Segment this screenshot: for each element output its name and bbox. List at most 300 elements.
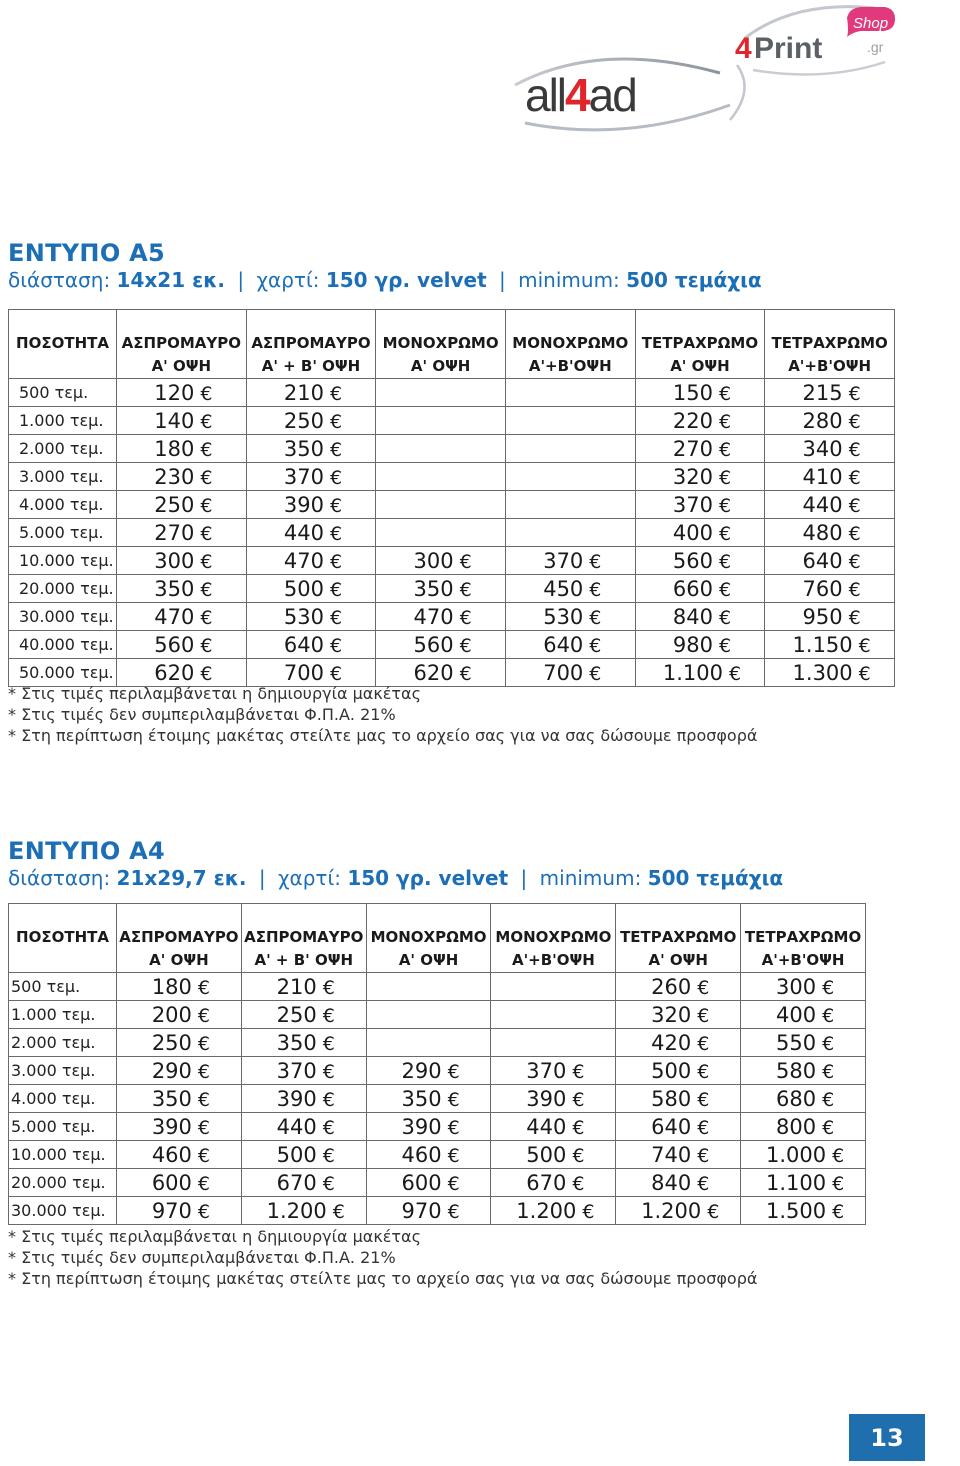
euro-icon: € [589, 634, 602, 657]
header-cell: ΜΟΝΟΧΡΩΜΟ Α'+Β'ΟΨΗ [491, 904, 616, 973]
a5-subtitle [8, 268, 762, 292]
price-value: 270 [154, 520, 195, 545]
price-cell [505, 631, 635, 659]
header-cell: ΤΕΤΡΑΧΡΩΜΟ Α' ΟΨΗ [616, 904, 741, 973]
euro-icon: € [197, 1032, 210, 1055]
euro-icon: € [589, 550, 602, 573]
header-cell: ΤΕΤΡΑΧΡΩΜΟ Α'+Β'ΟΨΗ [741, 904, 866, 973]
price-cell [117, 575, 247, 603]
quantity-cell: 4.000 τεμ. [9, 1085, 117, 1113]
price-cell [241, 1085, 366, 1113]
euro-icon: € [589, 606, 602, 629]
table-row [9, 435, 895, 463]
price-value: 250 [283, 408, 324, 433]
price-value: 470 [154, 604, 195, 629]
price-value: 250 [276, 1002, 317, 1027]
price-cell [635, 463, 765, 491]
price-value: 440 [802, 492, 843, 517]
price-cell [117, 1029, 242, 1057]
euro-icon: € [697, 1004, 710, 1027]
euro-icon: € [848, 522, 861, 545]
euro-icon: € [848, 494, 861, 517]
price-value: 440 [283, 520, 324, 545]
price-value: 1.100 [662, 660, 723, 685]
price-value: 1.200 [266, 1198, 327, 1223]
price-cell [635, 631, 765, 659]
price-value: 670 [276, 1170, 317, 1195]
euro-icon: € [848, 438, 861, 461]
table-row [9, 631, 895, 659]
quantity-cell: 5.000 τεμ. [9, 1113, 117, 1141]
price-cell [376, 463, 506, 491]
header-cell: ΑΣΠΡΟΜΑΥΡΟ Α' + Β' ΟΨΗ [241, 904, 366, 973]
price-value: 840 [672, 604, 713, 629]
price-cell [491, 1085, 616, 1113]
price-cell [491, 1197, 616, 1225]
euro-icon: € [697, 1032, 710, 1055]
price-value: 400 [672, 520, 713, 545]
euro-icon: € [718, 466, 732, 489]
price-value: 270 [672, 436, 713, 461]
euro-icon: € [718, 634, 732, 657]
euro-icon: € [459, 662, 472, 685]
table-row [9, 1001, 866, 1029]
price-value: 640 [802, 548, 843, 573]
price-value: 150 [672, 380, 713, 405]
euro-icon: € [697, 1172, 710, 1195]
price-value: 320 [651, 1002, 692, 1027]
price-value: 230 [154, 464, 195, 489]
table-header-row [9, 904, 866, 973]
quantity-cell: 1.000 τεμ. [9, 407, 117, 435]
price-cell [376, 575, 506, 603]
price-value: 980 [672, 632, 713, 657]
euro-icon: € [459, 578, 472, 601]
price-cell [376, 631, 506, 659]
euro-icon: € [572, 1172, 585, 1195]
price-cell [635, 407, 765, 435]
price-cell [376, 407, 506, 435]
price-value: 800 [775, 1114, 817, 1139]
price-value: 210 [283, 380, 324, 405]
price-cell [246, 547, 376, 575]
dim-label: διάσταση: [8, 866, 111, 890]
euro-icon: € [832, 1200, 845, 1223]
price-cell [616, 973, 741, 1001]
price-cell [765, 659, 895, 687]
price-value: 480 [802, 520, 843, 545]
note: * Στις τιμές δεν συμπεριλαμβάνεται Φ.Π.Α. 21% [8, 1248, 396, 1267]
price-value: 470 [413, 604, 454, 629]
a4-price-table [8, 903, 866, 1225]
page-number-badge: 13 [849, 1414, 925, 1461]
price-value: 500 [526, 1142, 567, 1167]
price-cell [117, 1197, 242, 1225]
price-value: 580 [775, 1058, 817, 1083]
header-cell: ΑΣΠΡΟΜΑΥΡΟ Α' ΟΨΗ [117, 310, 247, 379]
euro-icon: € [197, 1088, 210, 1111]
table-row [9, 1085, 866, 1113]
a5-price-table [8, 309, 895, 687]
price-cell [765, 603, 895, 631]
price-value: 970 [151, 1198, 192, 1223]
euro-icon: € [858, 634, 871, 657]
price-cell [366, 1057, 491, 1085]
price-cell [117, 407, 247, 435]
price-cell [376, 435, 506, 463]
euro-icon: € [697, 1116, 710, 1139]
price-value: 460 [151, 1142, 192, 1167]
note: * Στη περίπτωση έτοιμης μακέτας στείλτε μας το αρχείο σας για να σας δώσουμε προσφορά [8, 1269, 758, 1288]
quantity-cell: 20.000 τεμ. [9, 1169, 117, 1197]
euro-icon: € [697, 1144, 710, 1167]
price-cell [765, 435, 895, 463]
price-cell [241, 1197, 366, 1225]
euro-icon: € [197, 976, 210, 999]
price-cell [491, 1169, 616, 1197]
price-value: 470 [283, 548, 324, 573]
minimum-value: 500 τεμάχια [647, 866, 784, 890]
price-cell [246, 603, 376, 631]
price-value: 290 [151, 1058, 192, 1083]
price-cell [765, 547, 895, 575]
price-cell [241, 1001, 366, 1029]
quantity-cell: 30.000 τεμ. [9, 603, 117, 631]
euro-icon: € [197, 1004, 210, 1027]
price-cell [241, 1057, 366, 1085]
euro-icon: € [200, 606, 213, 629]
euro-icon: € [718, 606, 732, 629]
4print-shop-logo [735, 0, 960, 80]
price-cell [635, 519, 765, 547]
price-cell [741, 1001, 866, 1029]
euro-icon: € [197, 1144, 210, 1167]
euro-icon: € [197, 1060, 210, 1083]
price-cell [241, 973, 366, 1001]
paper-value: 150 γρ. velvet [347, 866, 509, 890]
price-cell [366, 1141, 491, 1169]
euro-icon: € [697, 1060, 710, 1083]
price-cell [505, 603, 635, 631]
euro-icon: € [718, 438, 732, 461]
price-cell [376, 519, 506, 547]
quantity-cell: 10.000 τεμ. [9, 547, 117, 575]
price-cell [765, 631, 895, 659]
euro-icon: € [329, 410, 343, 433]
minimum-value: 500 τεμάχια [626, 268, 762, 292]
header-cell: ΜΟΝΟΧΡΩΜΟ Α' ΟΨΗ [366, 904, 491, 973]
header-cell: ΜΟΝΟΧΡΩΜΟ Α'+Β'ΟΨΗ [505, 310, 635, 379]
price-cell [505, 575, 635, 603]
header-cell: ΜΟΝΟΧΡΩΜΟ Α' ΟΨΗ [376, 310, 506, 379]
euro-icon: € [848, 578, 861, 601]
euro-icon: € [197, 1172, 210, 1195]
price-value: 740 [651, 1142, 692, 1167]
price-cell [765, 379, 895, 407]
paper-label: χαρτί: [278, 866, 341, 890]
price-cell [635, 491, 765, 519]
price-value: 1.200 [516, 1198, 577, 1223]
quantity-cell: 3.000 τεμ. [9, 463, 117, 491]
quantity-cell: 2.000 τεμ. [9, 1029, 117, 1057]
price-value: 1.100 [765, 1170, 827, 1195]
price-cell [117, 1141, 242, 1169]
price-value: 410 [802, 464, 843, 489]
header-cell: ΑΣΠΡΟΜΑΥΡΟ Α' + Β' ΟΨΗ [246, 310, 376, 379]
quantity-cell: 10.000 τεμ. [9, 1141, 117, 1169]
euro-icon: € [822, 1004, 835, 1027]
euro-icon: € [718, 410, 732, 433]
euro-icon: € [329, 578, 343, 601]
quantity-cell: 30.000 τεμ. [9, 1197, 117, 1225]
price-cell [491, 973, 616, 1001]
euro-icon: € [329, 382, 343, 405]
euro-icon: € [572, 1088, 585, 1111]
separator: | [520, 866, 528, 890]
price-cell [741, 1085, 866, 1113]
euro-icon: € [718, 522, 732, 545]
euro-icon: € [322, 976, 335, 999]
table-row [9, 1029, 866, 1057]
price-value: 215 [802, 380, 843, 405]
euro-icon: € [200, 466, 213, 489]
euro-icon: € [848, 410, 861, 433]
euro-icon: € [447, 1200, 460, 1223]
a5-notes [8, 683, 757, 746]
price-cell [505, 463, 635, 491]
euro-icon: € [200, 410, 213, 433]
paper-value: 150 γρ. velvet [325, 268, 487, 292]
euro-icon: € [572, 1116, 585, 1139]
price-value: 370 [672, 492, 713, 517]
price-value: 1.200 [641, 1198, 702, 1223]
price-cell [117, 973, 242, 1001]
price-value: 450 [543, 576, 584, 601]
euro-icon: € [848, 466, 861, 489]
euro-icon: € [697, 976, 710, 999]
quantity-cell: 5.000 τεμ. [9, 519, 117, 547]
price-cell [376, 603, 506, 631]
euro-icon: € [848, 550, 861, 573]
price-value: 500 [276, 1142, 317, 1167]
price-value: 350 [154, 576, 195, 601]
price-value: 370 [526, 1058, 567, 1083]
price-value: 370 [283, 464, 324, 489]
euro-icon: € [447, 1060, 460, 1083]
price-cell [491, 1001, 616, 1029]
minimum-label: minimum: [518, 268, 620, 292]
price-cell [246, 575, 376, 603]
price-value: 390 [276, 1086, 317, 1111]
price-value: 620 [413, 660, 454, 685]
table-row [9, 1113, 866, 1141]
svg-text:4: 4 [735, 32, 752, 65]
price-cell [635, 435, 765, 463]
price-value: 180 [154, 436, 195, 461]
price-cell [376, 547, 506, 575]
quantity-cell: 1.000 τεμ. [9, 1001, 117, 1029]
table-row [9, 379, 895, 407]
price-cell [765, 575, 895, 603]
price-cell [491, 1057, 616, 1085]
a5-title: ΕΝΤΥΠΟ Α5 [8, 239, 166, 267]
euro-icon: € [200, 634, 213, 657]
euro-icon: € [200, 494, 213, 517]
price-value: 390 [401, 1114, 442, 1139]
price-cell [366, 1113, 491, 1141]
price-cell [241, 1029, 366, 1057]
price-cell [765, 491, 895, 519]
price-cell [741, 1113, 866, 1141]
price-value: 140 [154, 408, 195, 433]
price-value: 600 [151, 1170, 192, 1195]
price-value: 670 [526, 1170, 567, 1195]
price-cell [376, 491, 506, 519]
price-value: 640 [283, 632, 324, 657]
price-cell [616, 1141, 741, 1169]
euro-icon: € [822, 1088, 835, 1111]
euro-icon: € [329, 662, 343, 685]
euro-icon: € [447, 1088, 460, 1111]
price-value: 700 [543, 660, 584, 685]
price-value: 560 [672, 548, 713, 573]
price-cell [491, 1029, 616, 1057]
euro-icon: € [322, 1060, 335, 1083]
euro-icon: € [329, 550, 343, 573]
euro-icon: € [329, 438, 343, 461]
price-cell [616, 1197, 741, 1225]
price-value: 970 [401, 1198, 442, 1223]
price-cell [505, 379, 635, 407]
price-value: 1.150 [792, 632, 853, 657]
table-row [9, 547, 895, 575]
price-value: 280 [802, 408, 843, 433]
price-value: 660 [672, 576, 713, 601]
price-value: 440 [276, 1114, 317, 1139]
price-value: 950 [802, 604, 843, 629]
price-cell [505, 435, 635, 463]
price-value: 560 [413, 632, 454, 657]
price-value: 1.500 [765, 1198, 827, 1223]
price-value: 460 [401, 1142, 442, 1167]
price-value: 220 [672, 408, 713, 433]
price-cell [741, 1029, 866, 1057]
table-row [9, 463, 895, 491]
price-value: 680 [775, 1086, 817, 1111]
euro-icon: € [197, 1200, 210, 1223]
price-cell [616, 1029, 741, 1057]
price-value: 580 [651, 1086, 692, 1111]
euro-icon: € [572, 1144, 585, 1167]
price-cell [741, 1057, 866, 1085]
price-cell [117, 1113, 242, 1141]
price-cell [635, 603, 765, 631]
a4-title: ΕΝΤΥΠΟ Α4 [8, 837, 166, 865]
euro-icon: € [858, 662, 871, 685]
euro-icon: € [848, 382, 861, 405]
price-cell [616, 1113, 741, 1141]
table-header-row [9, 310, 895, 379]
euro-icon: € [822, 1116, 835, 1139]
svg-text:.gr: .gr [867, 39, 884, 55]
note: * Στις τιμές περιλαμβάνεται η δημιουργία μακέτας [8, 1227, 421, 1246]
price-cell [616, 1085, 741, 1113]
euro-icon: € [832, 1172, 845, 1195]
price-cell [246, 435, 376, 463]
euro-icon: € [332, 1200, 345, 1223]
euro-icon: € [459, 606, 472, 629]
euro-icon: € [707, 1200, 720, 1223]
price-cell [635, 575, 765, 603]
price-value: 250 [154, 492, 195, 517]
price-cell [241, 1141, 366, 1169]
price-value: 350 [151, 1086, 192, 1111]
price-value: 300 [154, 548, 195, 573]
price-cell [765, 519, 895, 547]
price-cell [117, 463, 247, 491]
note: * Στις τιμές περιλαμβάνεται η δημιουργία μακέτας [8, 684, 421, 703]
euro-icon: € [832, 1144, 845, 1167]
price-cell [491, 1113, 616, 1141]
a4-notes [8, 1226, 757, 1289]
euro-icon: € [329, 522, 343, 545]
table-row [9, 1197, 866, 1225]
euro-icon: € [822, 976, 835, 999]
euro-icon: € [589, 578, 602, 601]
price-cell [117, 435, 247, 463]
price-cell [616, 1001, 741, 1029]
quantity-cell: 4.000 τεμ. [9, 491, 117, 519]
separator: | [499, 268, 506, 292]
price-value: 400 [775, 1002, 817, 1027]
euro-icon: € [728, 662, 742, 685]
table-row [9, 575, 895, 603]
price-value: 200 [151, 1002, 192, 1027]
euro-icon: € [322, 1144, 335, 1167]
paper-label: χαρτί: [256, 268, 320, 292]
price-cell [117, 1001, 242, 1029]
euro-icon: € [322, 1004, 335, 1027]
price-value: 530 [283, 604, 324, 629]
price-cell [117, 379, 247, 407]
price-value: 390 [283, 492, 324, 517]
price-cell [505, 407, 635, 435]
price-cell [741, 1197, 866, 1225]
euro-icon: € [582, 1200, 595, 1223]
price-cell [117, 491, 247, 519]
price-value: 700 [283, 660, 324, 685]
euro-icon: € [572, 1060, 585, 1083]
svg-text:Shop: Shop [853, 15, 889, 32]
table-row [9, 1057, 866, 1085]
dim-value: 14x21 εκ. [116, 268, 226, 292]
quantity-cell: 20.000 τεμ. [9, 575, 117, 603]
price-value: 840 [651, 1170, 692, 1195]
price-cell [635, 547, 765, 575]
svg-text:all4ad: all4ad [525, 69, 636, 121]
a4-subtitle [8, 866, 783, 890]
price-cell [366, 973, 491, 1001]
price-value: 300 [775, 974, 817, 999]
price-value: 640 [543, 632, 584, 657]
header-cell: ΠΟΣΟΤΗΤΑ [9, 310, 117, 379]
euro-icon: € [447, 1144, 460, 1167]
price-cell [741, 1141, 866, 1169]
price-cell [741, 973, 866, 1001]
price-value: 120 [154, 380, 195, 405]
minimum-label: minimum: [539, 866, 642, 890]
price-value: 350 [413, 576, 454, 601]
